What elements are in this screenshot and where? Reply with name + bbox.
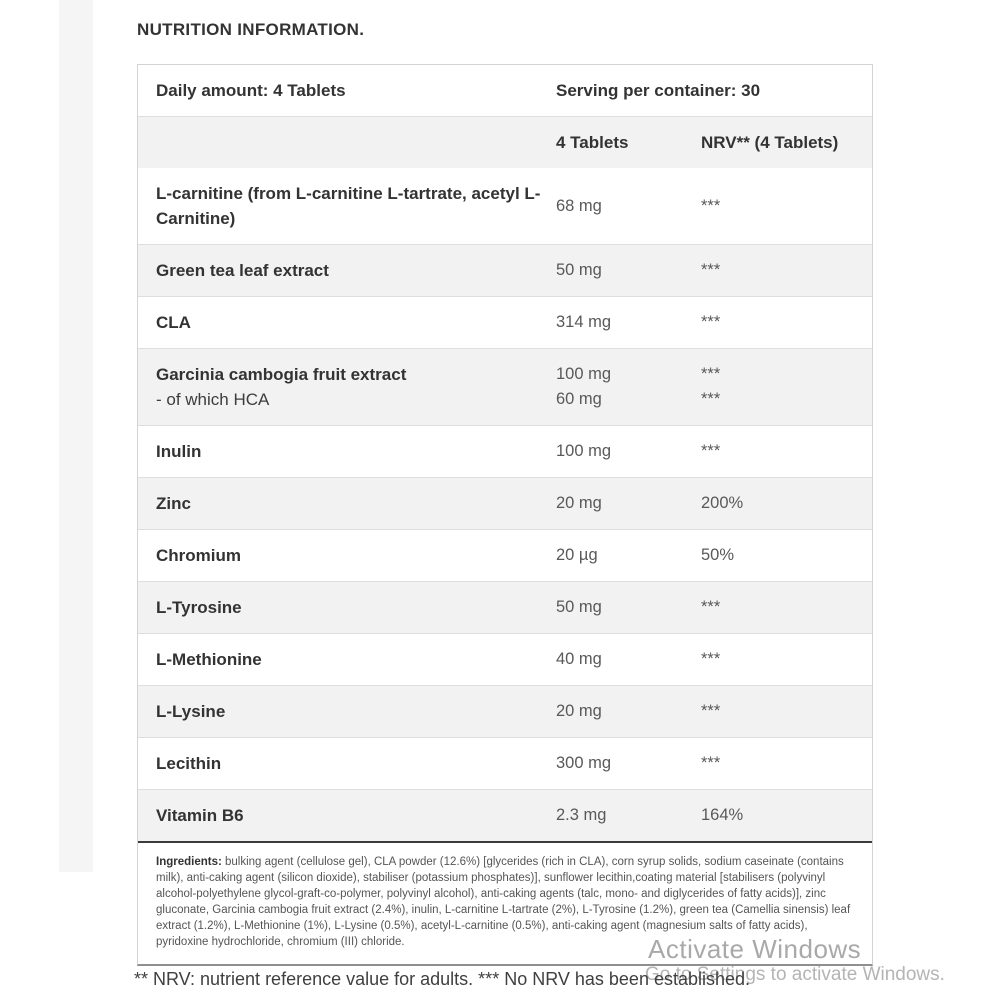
nutrient-amount: 40 mg [556, 650, 602, 668]
column-header-row [138, 116, 872, 168]
nutrient-name: L-Tyrosine [156, 598, 242, 617]
nutrient-subamount: 60 mg [556, 390, 602, 408]
nutrient-nrv: 164% [701, 806, 744, 824]
nutrient-nrv: *** [701, 702, 721, 720]
nutrient-amount: 100 mg [556, 442, 612, 460]
nutrient-amount: 100 mg 60 mg [556, 349, 701, 425]
table-row [138, 348, 872, 425]
nutrient-name: CLA [156, 313, 191, 332]
nutrient-amount: 20 mg [556, 702, 602, 720]
column-header-nrv: NRV** (4 Tablets) [701, 133, 839, 152]
nutrient-amount: 300 mg [556, 754, 612, 772]
empty-header-cell [138, 130, 556, 156]
nutrient-amount: 68 mg [556, 196, 602, 215]
table-row [138, 425, 872, 477]
table-row [138, 168, 872, 244]
nutrition-section [134, 20, 873, 990]
table-row [138, 633, 872, 685]
column-header-amount: 4 Tablets [556, 133, 629, 152]
nutrient-nrv: *** [701, 754, 721, 772]
nutrient-name: L-Methionine [156, 650, 262, 669]
nutrient-nrv: *** [701, 650, 721, 668]
nutrition-table [137, 64, 873, 966]
nutrient-nrv: *** [701, 442, 721, 460]
windows-activation-watermark-line2: Go to Settings to activate Windows. [645, 964, 945, 985]
nrv-footnote: ** NRV: nutrient reference value for adults. *** No NRV has been established. [134, 969, 751, 989]
ingredients-label: Ingredients: [156, 856, 222, 868]
table-row [138, 529, 872, 581]
table-row [138, 244, 872, 296]
windows-activation-watermark-line1: Activate Windows [648, 934, 862, 964]
nutrient-amount: 314 mg [556, 313, 612, 331]
nutrient-amount: 20 µg [556, 546, 598, 564]
nutrient-rows [138, 168, 872, 841]
table-row [138, 581, 872, 633]
nutrient-name: Vitamin B6 [156, 806, 244, 825]
daily-amount-label: Daily amount: 4 Tablets [156, 81, 346, 100]
nutrient-nrv: *** [701, 261, 721, 279]
nutrient-nrv: *** [701, 313, 721, 331]
nutrient-amount: 50 mg [556, 261, 602, 279]
table-row [138, 477, 872, 529]
serving-per-container-label: Serving per container: 30 [556, 81, 761, 100]
nutrient-amount: 2.3 mg [556, 806, 607, 824]
table-row [138, 737, 872, 789]
nutrient-subnrv: *** [701, 390, 721, 408]
nutrient-nrv: *** *** [701, 349, 872, 425]
table-row [138, 789, 872, 841]
nutrient-nrv: 50% [701, 546, 735, 564]
nutrient-name: Chromium [156, 546, 241, 565]
left-gutter-strip [59, 0, 93, 872]
nutrient-amount: 50 mg [556, 598, 602, 616]
nutrient-name: Green tea leaf extract [156, 261, 329, 280]
nutrient-name: Zinc [156, 494, 191, 513]
nutrient-name: L-carnitine (from L-carnitine L-tartrate, acetyl L-Carnitine) [156, 184, 541, 228]
section-title: NUTRITION INFORMATION. [137, 20, 365, 39]
nutrient-nrv: 200% [701, 494, 744, 512]
nutrient-name: Inulin [156, 442, 202, 461]
nutrient-subname: - of which HCA [156, 390, 270, 409]
nutrient-nrv: *** [701, 196, 721, 215]
ingredients-text: bulking agent (cellulose gel), CLA powder (12.6%) [glycerides (rich in CLA), corn syrup solids, sodium caseinate (contains milk), anti-caking agent (silicon dioxide), stabiliser (potassium phosphates)], sunflower lecithin,coating material [stabilisers (polyvinyl alcohol-polyethylene glycol-graft-co-polymer, polyvinyl alcohol), anti-caking agents (talc, mono- and diglycerides of fatty acids)], zinc gluconate, Garcinia cambogia fruit extract (2.4%), inulin, L-carnitine L-tartrate (2%), L-Tyrosine (1.2%), green tea (Camellia sinensis) leaf extract (1.2%), L-Methionine (1%), L-Lysine (0.5%), acetyl-L-carnitine (0.5%), anti-caking agent (magnesium salts of fatty acids), pyridoxine hydrochloride, chromium (III) chloride. [156, 856, 851, 948]
nutrient-name: L-Lysine [156, 702, 226, 721]
nutrient-nrv: *** [701, 598, 721, 616]
table-row [138, 685, 872, 737]
table-header-row [138, 65, 872, 116]
nutrient-amount: 20 mg [556, 494, 602, 512]
nutrient-name: Lecithin [156, 754, 222, 773]
table-row [138, 296, 872, 348]
nutrient-name: Garcinia cambogia fruit extract - of which HCA [138, 349, 556, 425]
